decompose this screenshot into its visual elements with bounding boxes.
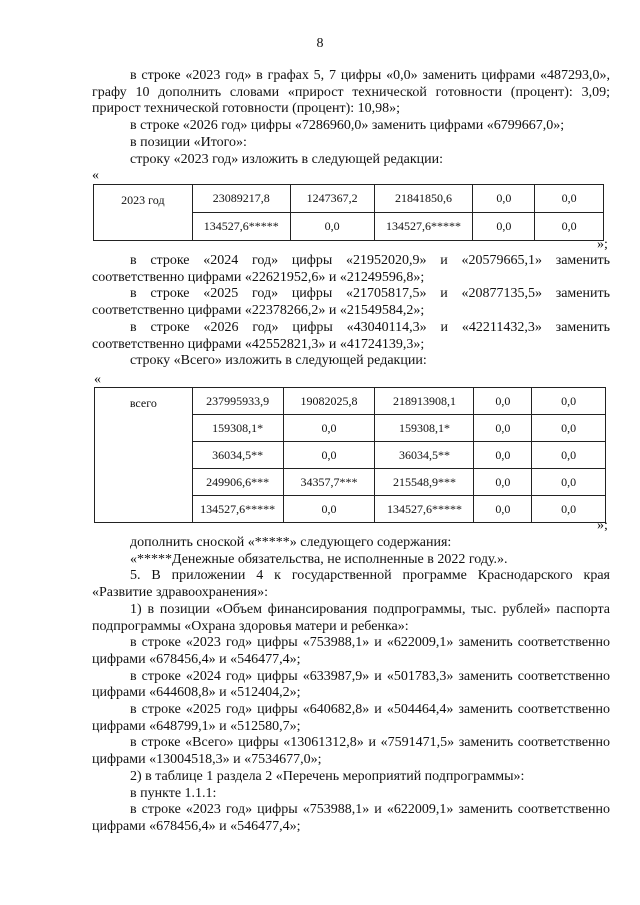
- paragraph: в строке «2024 год» цифры «21952020,9» и «20579665,1» заменить соответственно цифрами «22621952,6» и «21249596,8»;: [92, 253, 610, 285]
- table-cell: 36034,5**: [192, 442, 283, 469]
- page-number: 8: [316, 36, 324, 51]
- table-2023: [93, 184, 604, 241]
- table-row: [94, 185, 604, 213]
- table-cell: 159308,1*: [375, 415, 474, 442]
- paragraph: «*****Денежные обязательства, не исполненные в 2022 году.».: [130, 551, 508, 567]
- text-block-2: [92, 253, 610, 370]
- table-cell: 21841850,6: [374, 185, 473, 213]
- table-cell: 0,0: [283, 496, 375, 523]
- paragraph: в строке «2025 год» цифры «21705817,5» и «20877135,5» заменить соответственно цифрами «22378266,2» и «21549584,2»;: [92, 286, 610, 319]
- table-cell: 159308,1*: [192, 415, 283, 442]
- table-cell: 0,0: [474, 388, 532, 415]
- paragraph: в позиции «Итого»:: [130, 134, 247, 150]
- table-cell: 0,0: [535, 213, 604, 241]
- table-row: [95, 388, 606, 415]
- table-cell: 0,0: [473, 213, 535, 241]
- table-cell: 218913908,1: [375, 388, 474, 415]
- row-label: 2023 год: [94, 185, 193, 241]
- row-label: всего: [95, 388, 193, 523]
- table-cell: 0,0: [532, 496, 606, 523]
- table-cell: 0,0: [474, 469, 532, 496]
- paragraph: в строке «2026 год» цифры «7286960,0» заменить цифрами «6799667,0»;: [130, 118, 565, 134]
- table-cell: 0,0: [474, 496, 532, 523]
- paragraph: 2) в таблице 1 раздела 2 «Перечень мероприятий подпрограммы»:: [130, 768, 525, 784]
- opening-quote: «: [92, 168, 99, 183]
- paragraph: строку «2023 год» изложить в следующей редакции:: [130, 151, 443, 167]
- paragraph: 1) в позиции «Объем финансирования подпрограммы, тыс. рублей» паспорта подпрограммы «Охрана здоровья матери и ребенка»:: [92, 601, 610, 634]
- paragraph: в строке «2026 год» цифры «43040114,3» и «42211432,3» заменить соответственно цифрами «42552821,3» и «41724139,3»;: [92, 319, 610, 352]
- table-cell: 215548,9***: [375, 469, 474, 496]
- table-total: [94, 387, 606, 523]
- opening-quote: «: [94, 372, 101, 387]
- table-cell: 0,0: [474, 442, 532, 469]
- table-cell: 0,0: [290, 213, 374, 241]
- table-cell: 0,0: [532, 442, 606, 469]
- table-cell: 0,0: [283, 415, 375, 442]
- table-cell: 0,0: [532, 469, 606, 496]
- table-cell: 134527,6*****: [192, 213, 290, 241]
- table-cell: 0,0: [532, 388, 606, 415]
- paragraph: в строке «2023 год» цифры «753988,1» и «622009,1» заменить соответственно цифрами «678456,4» и «546477,4»;: [92, 802, 610, 834]
- table-cell: 0,0: [283, 442, 375, 469]
- paragraph: в строке «2024 год» цифры «633987,9» и «501783,3» заменить соответственно цифрами «644608,8» и «512404,2»;: [92, 668, 610, 701]
- table-cell: 134527,6*****: [192, 496, 283, 523]
- paragraph: строку «Всего» изложить в следующей редакции:: [130, 353, 427, 369]
- table-cell: 19082025,8: [283, 388, 375, 415]
- table-cell: 134527,6*****: [375, 496, 474, 523]
- paragraph: в строке «2023 год» в графах 5, 7 цифры «0,0» заменить цифрами «487293,0», графу 10 дополнить словами «прирост технической готовности (процент): 3,09; прирост технической готовности (процент): 10,98»;: [92, 68, 610, 117]
- table-cell: 0,0: [473, 185, 535, 213]
- closing-quote: »;: [597, 237, 608, 252]
- table-cell: 0,0: [535, 185, 604, 213]
- table-cell: 134527,6*****: [374, 213, 473, 241]
- closing-quote: »;: [597, 518, 608, 533]
- paragraph: в строке «2023 год» цифры «753988,1» и «622009,1» заменить соответственно цифрами «678456,4» и «546477,4»;: [92, 635, 610, 667]
- table-cell: 1247367,2: [290, 185, 374, 213]
- table-cell: 36034,5**: [375, 442, 474, 469]
- table-cell: 0,0: [532, 415, 606, 442]
- table-cell: 0,0: [474, 415, 532, 442]
- paragraph: в строке «2025 год» цифры «640682,8» и «504464,4» заменить соответственно цифрами «648799,1» и «512580,7»;: [92, 702, 610, 734]
- paragraph: в пункте 1.1.1:: [130, 785, 217, 801]
- paragraph: дополнить сноской «*****» следующего содержания:: [130, 535, 452, 550]
- text-block-1: [92, 68, 610, 168]
- paragraph: 5. В приложении 4 к государственной программе Краснодарского края «Развитие здравоохранения»:: [92, 568, 610, 601]
- text-block-3: [92, 535, 610, 836]
- table-cell: 249906,6***: [192, 469, 283, 496]
- table-cell: 237995933,9: [192, 388, 283, 415]
- table-cell: 23089217,8: [192, 185, 290, 213]
- table-cell: 34357,7***: [283, 469, 375, 496]
- paragraph: в строке «Всего» цифры «13061312,8» и «7591471,5» заменить соответственно цифрами «13004518,3» и «7534677,0»;: [92, 735, 610, 768]
